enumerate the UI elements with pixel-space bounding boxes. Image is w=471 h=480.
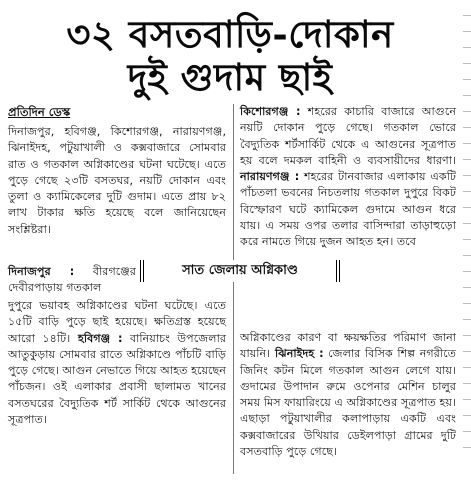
- narayanganj-label: নারায়ণগঞ্জ :: [240, 170, 300, 184]
- dinajpur-leadin: [8, 264, 136, 297]
- section-caption: সাত জেলায় অগ্নিকাণ্ড: [182, 262, 298, 278]
- right-continuation: অগ্নিকাণ্ডের কারণ বা ক্ষয়ক্ষতির পরিমাণ জানা যায়নি।: [240, 331, 456, 361]
- dinajpur-text: বীরগঞ্জের দেবীরপাড়ায় গতকাল: [8, 265, 136, 295]
- section-caption-box: [140, 260, 340, 282]
- habiganj-text: বানিয়াচং উপজেলার আতুকুড়ায় সোমবার রাতে অগ্নিকাণ্ডে পাঁচটি বাড়ি পুড়ে গেছে। আগুন নেভাতে গিয়ে আহত হয়েছেন পাঁচজন। ওই এলাকার প্রবাসী ছালামত খানের বসতঘরের বৈদ্যুতিক শর্ট সার্কিট থেকে আগুনের সূত্রপাত।: [8, 331, 226, 427]
- kishoreganj-text: শহরের কাচারি বাজারে আগুনে নয়টি দোকান পুড়ে গেছে। গতকাল ভোরে বৈদ্যুতিক শর্টসার্কিট থেকে এ আগুনের সূত্রপাত হয় বলে দমকল বাহিনী ও ব্যবসায়ীদের ধারণা।: [240, 105, 456, 167]
- byline: প্রতিদিন ডেস্ক: [8, 105, 71, 119]
- narayanganj-text: শহরের টানবাজার এলাকায় একটি পাঁচতলা ভবনের নিচতলায় গতকাল দুপুরে বিকট বিস্ফোরণ ঘটে ক্যামিকেল গুদামে আগুন ধরে যায়। এ সময় ওপর তলার বাসিন্দারা তাড়াহুড়ো করে নামতে গিয়ে দুজন আহত হন। তবে: [240, 170, 456, 249]
- dinajpur-label: দিনাজপুর :: [8, 265, 75, 278]
- left-column-intro: [8, 124, 226, 238]
- intro-paragraph: দিনাজপুর, হবিগঞ্জ, কিশোরগঞ্জ, নারায়ণগঞ্জ, ঝিনাইদহ, পটুয়াখালী ও কক্সবাজারে সোমবার রাত ও গতকাল অগ্নিকাণ্ডের ঘটনা ঘটেছে। এতে পুড়ে গেছে ২৩টি বসতঘর, নয়টি দোকান এবং তুলা ও ক্যামিকেলের দুটি গুদাম। এতে প্রায় ৮২ লাখ টাকার ক্ষতি হয়েছে বলে জানিয়েছেন সংশ্লিষ্টরা।: [8, 125, 226, 236]
- kishoreganj-label: কিশোরগঞ্জ :: [240, 105, 301, 118]
- adjacent-column-edge: [463, 0, 471, 480]
- habiganj-label: হবিগঞ্জ :: [70, 331, 123, 345]
- left-column-lower: [8, 298, 226, 428]
- right-column-upper: [240, 104, 456, 251]
- column-divider: [233, 104, 234, 474]
- jhenaidah-text: জেলার বিসিক শিল্প নগরীতে জিনিং কটন মিলে গতকাল আগুন লেগে যায়। গুদামের উপাদান রুমে ওপেনার মেশিন চালুর সময় মিস ফায়ারিংয়ে এ অগ্নিকাণ্ডের সূত্রপাত হয়। এছাড়া পটুয়াখালীর কলাপাড়ায় একটি এবং কক্সবাজারের উখিয়ার ডেইলপাড়া গ্রামের দুটি বসতবাড়ি পুড়ে গেছে।: [240, 347, 456, 459]
- dinajpur-continuation: দুপুরে ভয়াবহ অগ্নিকাণ্ডের ঘটনা ঘটেছে। এতে ১৫টি বাড়ি পুড়ে ছাই হয়েছে। ক্ষতিগ্রস্ত হয়েছে আরো ১৪টি।: [8, 299, 226, 345]
- headline-line-2: দুই গুদাম ছাই: [127, 55, 333, 99]
- right-column-lower: [240, 330, 456, 460]
- headline-line-1: ৩২ বসতবাড়ি-দোকান: [66, 12, 394, 56]
- jhenaidah-label: ঝিনাইদহ :: [270, 347, 324, 361]
